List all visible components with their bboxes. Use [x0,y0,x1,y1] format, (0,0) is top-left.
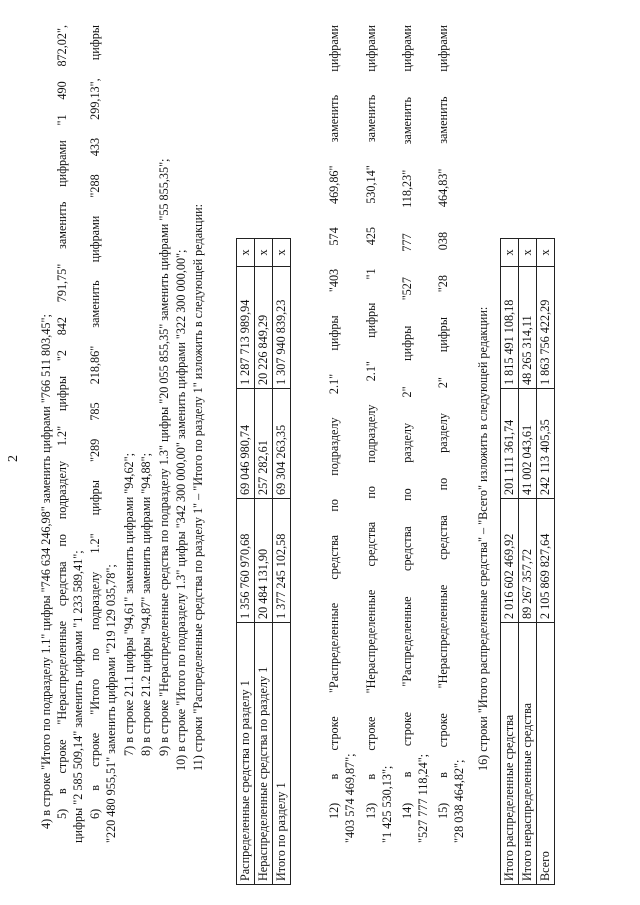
table-row [501,239,519,885]
amount-cell: 257 282,61 [255,389,273,499]
marker-cell: x [237,239,255,267]
row-label-cell: Итого распределенные средства [501,623,519,885]
row-label-cell: Итого нераспределенные средства [519,623,537,885]
amount-cell: 1 356 760 970,68 [237,499,255,623]
amount-cell: 69 046 980,74 [237,389,255,499]
row-label-cell: Распределенные средства по разделу 1 [237,623,255,885]
amendment-line: "403 574 469,87"; [343,753,357,843]
amendment-line: 7) в строке 21.1 цифры "94,61" заменить цифрами "94,62"; [122,452,136,756]
amount-cell: 89 267 357,72 [519,499,537,623]
amount-cell: 2 105 869 827,64 [537,499,555,623]
amendment-line: 15) в строке "Нераспределенные средства по разделу 2" цифры "28 038 464,83" заменить цифрами [436,25,450,819]
amount-cell: 1 287 713 989,94 [237,267,255,389]
amendment-line: цифры "2 585 509,14" заменить цифрами "1 233 589,41"; [71,550,85,843]
amount-cell: 69 304 263,35 [273,389,291,499]
totals-table [500,238,555,885]
amount-cell: 2 016 602 469,92 [501,499,519,623]
table-row [255,239,273,885]
amendment-line: 16) строки "Итого распределенные средства" – "Всего" изложить в следующей редакции: [476,306,490,771]
marker-cell: x [537,239,555,267]
amount-cell: 1 307 940 839,23 [273,267,291,389]
amendment-line: 12) в строке "Распределенные средства по подразделу 2.1" цифры "403 574 469,86" заменить цифрами [327,25,341,819]
amount-cell: 41 002 043,61 [519,389,537,499]
amendment-line: "220 480 955,51" заменить цифрами "219 129 035,78"; [104,564,118,843]
marker-cell: x [519,239,537,267]
amendment-line: "28 038 464,82"; [452,759,466,843]
table-row [273,239,291,885]
table-row [237,239,255,885]
row-label-cell: Итого по разделу 1 [273,623,291,885]
amendment-line: 6) в строке "Итого по подразделу 1.2" цифры "289 785 218,86" заменить цифрами "288 433 299,13", цифры [88,25,102,819]
amount-cell: 242 113 405,35 [537,389,555,499]
amount-cell: 1 377 245 102,58 [273,499,291,623]
table-row [537,239,555,885]
row-label-cell: Всего [537,623,555,885]
amendment-line: 10) в строке "Итого по подразделу 1.3" цифры "342 300 000,00" заменить цифрами "322 300 000,00"; [174,249,188,771]
amount-cell: 20 226 849,29 [255,267,273,389]
amendment-line: 5) в строке "Нераспределенные средства по подразделу 1.2" цифры "2 842 791,75" заменить цифрами "1 490 872,02", [55,25,69,819]
amendment-line: 14) в строке "Распределенные средства по разделу 2" цифры "527 777 118,23" заменить цифрами [400,25,414,819]
amount-cell: 1 815 491 108,18 [501,267,519,389]
amendment-line: 13) в строке "Нераспределенные средства по подразделу 2.1" цифры "1 425 530,14" заменить цифрами [364,25,378,819]
amendment-line: 8) в строке 21.2 цифры "94,87" заменить цифрами "94,88"; [139,452,153,756]
amendment-line: "527 777 118,24"; [416,753,430,843]
section1-table [236,238,291,885]
table-row [519,239,537,885]
amount-cell: 201 111 361,74 [501,389,519,499]
marker-cell: x [255,239,273,267]
page-number: 2 [6,455,21,462]
amendment-line: "1 425 530,13"; [380,765,394,843]
marker-cell: x [501,239,519,267]
amount-cell: 1 863 756 422,29 [537,267,555,389]
amendment-line: 11) строки "Распределенные средства по разделу 1" – "Итого по разделу 1" изложить в следующей редакции: [191,203,205,771]
amount-cell: 48 265 314,11 [519,267,537,389]
amount-cell: 20 484 131,90 [255,499,273,623]
row-label-cell: Нераспределенные средства по разделу 1 [255,623,273,885]
amendment-line: 4) в строке "Итого по подразделу 1.1" цифры "746 634 246,98" заменить цифрами "766 511 803,45"; [39,314,53,829]
marker-cell: x [273,239,291,267]
amendment-line: 9) в строке "Нераспределенные средства по подразделу 1.3" цифры "20 055 855,35" заменить цифрами "55 855,35"; [157,158,171,756]
